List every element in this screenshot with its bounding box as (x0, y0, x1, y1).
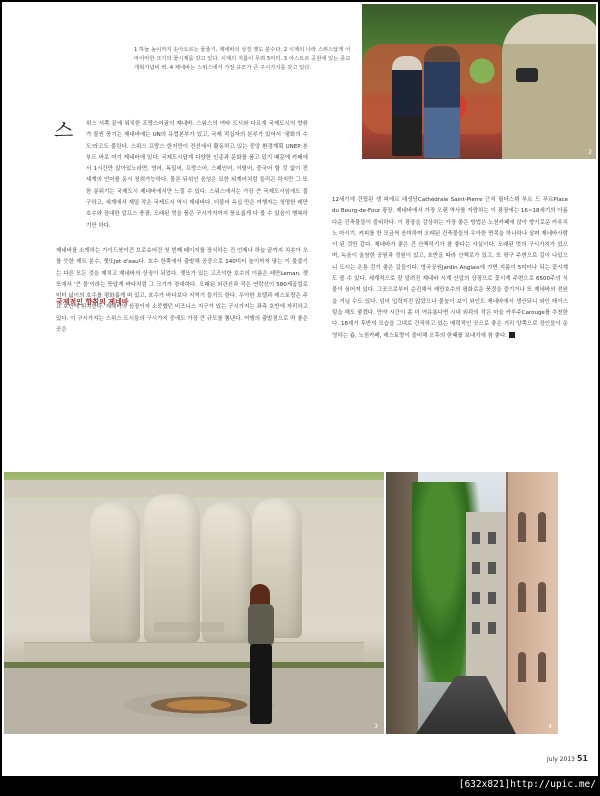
wall-top (4, 480, 384, 496)
section-subhead: 국제적인 향취의 제네바 (56, 298, 129, 306)
photo-number-2: 2 (588, 149, 592, 156)
photo-old-town-alley (386, 472, 558, 734)
photo-captions: 1 하늘 높이까지 솟아오르는 물줄기, 제네바의 상징 젯도 분수다. 2 시계의 나라 스위스답게 어마어마한 크기의 꽃시계를 갖고 있다. 시계의 지름이 무려 5미터. 3 아스트르 공원에 있는 종교개혁기념비 벽. 4 제네바는 스위스에서 가장 규모가 큰 구시가지를 갖고 있다. (134, 47, 351, 72)
statue-figure (144, 494, 200, 642)
walking-woman-figure (244, 584, 278, 729)
photographer-figure (502, 14, 596, 159)
camera-icon (516, 68, 538, 82)
photo-flower-clock (362, 4, 596, 159)
magazine-page (2, 2, 598, 776)
issue-date: July 2013 (546, 756, 575, 763)
intro-paragraph: 위스 서쪽 끝에 위치한 프랑스어권의 제네바. 스위스의 여타 도시와 다르게 국제도시의 향취가 물씬 풍기는 제네바에는 UN의 유럽본부가 있고, 국제 적십자의 본부가 있어서 '평화의 수도'라고도 불린다. 스위스 프랑스 한지만이 전선에서 활동하고 있는 중앙 환경계획 UNEP 본부도 바로 여기 제네바에 있다. 국제도시답게 다양한 인종과 문화를 품고 있기 때문에 카페에서 1시간만 앉아있노라면, 영어, 독일어, 프랑스어, 스페인어, 이탈어, 중국어 할 것 없이 전 세계의 언어를 동시 청취가능하다. 물론 뒤섞인 음성은 묘한 외계어처럼 들리곤 하지만 그 또한 분위기는 국제도시 제네바에서만 느낄 수 있다. 스위스에서는 가장 큰 국제도시임에도 불구하고, 세계에서 제일 작은 국제도시 역시 제네바다. 더불어 옥십 만은 여행자는 청명한 레만호수와 장대한 알프스 풍광, 오래된 멋을 품은 구시가지까지 풍요롭게 다 볼 수 있음이 행복하기만 하다. (86, 121, 308, 229)
watermark: [632x821]http://upic.me/ (458, 779, 596, 790)
young-man-figure (424, 46, 460, 158)
end-mark-icon (509, 332, 515, 338)
right-building (506, 472, 558, 734)
right-column (332, 195, 568, 342)
older-woman-figure (392, 56, 422, 156)
page-number: 51 (576, 754, 588, 763)
photo-reformation-wall (4, 472, 384, 734)
left-body-paragraph: 제네바를 소개하는 가이드북이건 브로슈어건 첫 번째 페이지를 장식하는 건 언제나 하늘 끝까지 치솟아 오를 듯한 제트 분수, 젯또Jet d'eau다. 호수 한쪽에서 출발해 공중으로 140미터 높이까지 닿는 이 물줄기는 다른 모든 것을 제치고 제네바의 상징이 되었다. 젯또가 있는 고즈넉한 호수의 이름은 레만Leman. 젯또에서 '큰 물'이라는 뜻답게 바다처럼 그 크기가 장대하다. 오래된 외관선과 작은 연락선이 580제곱킬로미터 넓이의 호수를 평화롭게 떠 있고, 호수가 바다보다 지역기 들기도 한다. 우아한 호텔과 레스토랑은 주요 호반에 위치한다. 제네바의 심장이자 소중했던 비즈니스 지구가 있는 구시가지는 좌측 호반에 자리하고 있다. 이 구시가지는 스위스 도시들의 구시가지 중에도 가장 큰 규모를 뽐낸다. 여행의 출발점으로 딱 좋은 곳은 (56, 247, 308, 334)
right-body-paragraph (332, 195, 568, 342)
legs (250, 644, 272, 724)
right-body-text: 12세기에 건립된 생 피에르 대성당Cathédrale Saint-Pierre 근처 필더스뷔 부르 드 푸르Place du Bourg-de-Four 광장. 제네바에서 가장 오랜 역사를 자랑하는 이 광장에는 16~18세기의 아름다운 건축물들이 즐비하다. 이 광장을 감상하는 가장 좋은 방법은 노천카페에 앉아 향기로운 카푸치노 마시기. 커피를 한 모금씩 음미하며 오래된 건축물들의 우아한 면목을 하나하나 살펴 제네바사람이 된 것만 같다. 제네바가 좋은 건 산책하기가 참 좋다는 사실이다. 오래된 멋의 구시가지가 있으며, 녹음이 울창한 공원과 정원이 있고, 호반을 따라 산책로가 있고, 또 항구 주변으로 길이 나있으니 도시는 온통 걷기 좋은 길들이다. 영국공원Jardin Anglais에 가면 지름이 5미터나 되는 꽃시계도 볼 수 있다. 세계적으로 잘 알려진 제네바 시계 산업의 상징으로 꽃시계 주변으로 6500주의 식물이 심어져 있다. 그곳으로부터 순진해서 레만호수의 평화로운 풍경을 즐기거나 또 제네바의 전원을 거닐 수도 있다. 넘어 입력지진 않았으나 물놀이 보이 와인도 제네바에서 생산되니 와인 테이스팅을 해도 좋겠다. 만약 시간이 좀 더 여유롭다면 시내 외곽의 작은 마을 카루주Carouge를 추천한다. 18세기 후반의 모습을 그대로 간직하고 있는 매력적인 곳으로 좋은 거리 양쪽으로 장인들이 운영하는 숍, 노천카페, 레스토랑이 즐비해 오후의 한때를 보내기에 참 좋다. (332, 197, 568, 339)
dropcap: 스 (54, 118, 74, 142)
photo-number-3: 3 (374, 723, 378, 730)
page-footer (547, 754, 588, 763)
photo-number-4: 4 (548, 723, 552, 730)
statue-figure (90, 502, 140, 642)
wall-base (24, 642, 364, 662)
wall-inscription (154, 622, 224, 632)
jacket (248, 604, 274, 646)
